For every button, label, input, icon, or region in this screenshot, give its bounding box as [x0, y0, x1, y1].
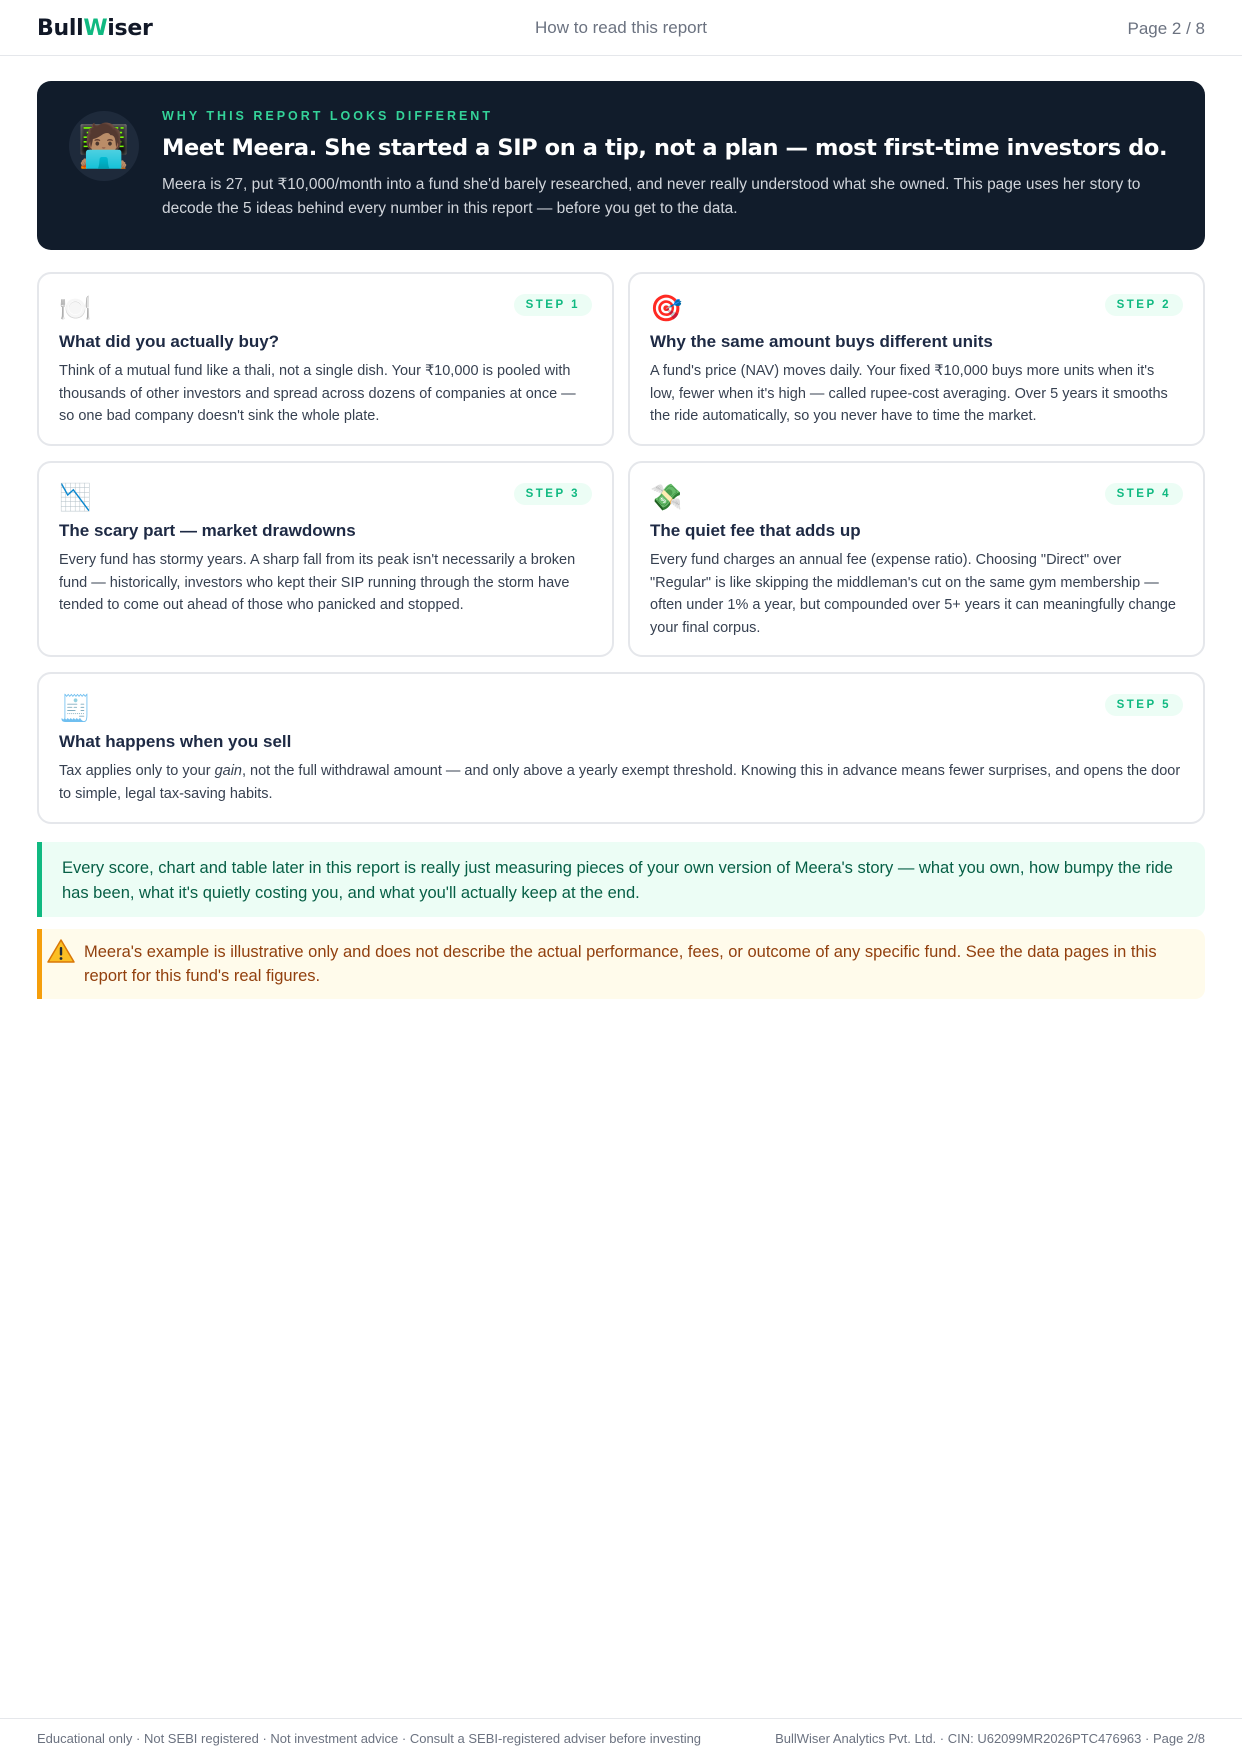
step-title: What did you actually buy?: [59, 332, 280, 351]
hero-body: Meera is 27, put ₹10,000/month into a fund she'd barely researched, and never really understood what she owned. This page uses her story to decode the 5 ideas behind every number in this report — before you get to the data.: [162, 176, 1141, 217]
step-badge: STEP 3: [514, 483, 592, 505]
hero-title: Meet Meera. She started a SIP on a tip, not a plan — most first-time investors do.: [162, 135, 1168, 161]
page-number: Page 2 / 8: [1127, 19, 1205, 38]
summary-callout: [37, 842, 1205, 917]
target-icon: 🎯: [650, 293, 683, 323]
money-with-wings-icon: 💸: [650, 482, 683, 512]
disclaimer-text: Meera's example is illustrative only and does not describe the actual performance, fees, or outcome of any specific fund. See the data pages in this report for this fund's real figures.: [84, 943, 1157, 985]
disclaimer-callout: [37, 929, 1205, 999]
step-title: The quiet fee that adds up: [650, 521, 861, 540]
step-body: Think of a mutual fund like a thali, not a single dish. Your ₹10,000 is pooled with thousands of other investors and spread across dozens of companies at once — so one bad company doesn't sink the whole plate.: [59, 363, 576, 424]
step-card-3: [37, 461, 614, 657]
step-card-2: [628, 272, 1205, 446]
logo-text-iser: iser: [107, 16, 153, 41]
step-title: What happens when you sell: [59, 732, 292, 751]
warning-icon: [46, 938, 76, 964]
hero-eyebrow: WHY THIS REPORT LOOKS DIFFERENT: [162, 109, 493, 123]
chart-decreasing-icon: 📉: [59, 482, 92, 512]
receipt-icon: 🧾: [59, 693, 92, 723]
step-body-post: , not the full withdrawal amount — and only above a yearly exempt threshold. Knowing this in advance means fewer surprises, and opens the door to simple, legal tax-saving habits.: [59, 763, 1181, 802]
logo-text-w: W: [83, 16, 108, 41]
technologist-avatar-icon: 🧑🏽‍💻: [69, 111, 139, 181]
step-badge: STEP 4: [1105, 483, 1183, 505]
step-body: A fund's price (NAV) moves daily. Your fixed ₹10,000 buys more units when it's low, fewer when it's high — called rupee-cost averaging. Over 5 years it smooths the ride automatically, so you never have to time the market.: [650, 363, 1168, 424]
hero-banner: [37, 81, 1205, 250]
step-body-pre: Tax applies only to your: [59, 763, 215, 779]
step-body-emphasis: gain: [214, 763, 242, 779]
logo-text-bull: Bull: [37, 16, 84, 41]
step-card-1: [37, 272, 614, 446]
step-badge: STEP 5: [1105, 694, 1183, 716]
footer-disclaimer: Educational only · Not SEBI registered · Not investment advice · Consult a SEBI-registered adviser before investing: [37, 1731, 702, 1746]
step-badge: STEP 1: [514, 294, 592, 316]
step-body: Every fund has stormy years. A sharp fall from its peak isn't necessarily a broken fund — historically, investors who kept their SIP running through the storm have tended to come out ahead of those who panicked and stopped.: [59, 552, 576, 613]
page-title: How to read this report: [535, 18, 707, 37]
page-footer: [0, 1718, 1242, 1757]
step-title: Why the same amount buys different units: [650, 332, 993, 351]
step-card-4: [628, 461, 1205, 657]
step-body: [59, 760, 1181, 805]
summary-callout-text: Every score, chart and table later in this report is really just measuring pieces of your own version of Meera's story — what you own, how bumpy the ride has been, what it's quietly costing you, and what you'll actually keep at the end.: [62, 859, 1173, 902]
step-card-5: [37, 672, 1205, 824]
plate-cutlery-icon: 🍽️: [59, 293, 92, 323]
step-badge: STEP 2: [1105, 294, 1183, 316]
step-body: Every fund charges an annual fee (expense ratio). Choosing "Direct" over "Regular" is like skipping the middleman's cut on the same gym membership — often under 1% a year, but compounded over 5+ years it can meaningfully change your final corpus.: [650, 552, 1176, 636]
top-bar: [0, 0, 1242, 56]
footer-company-info: BullWiser Analytics Pvt. Ltd. · CIN: U62099MR2026PTC476963 · Page 2/8: [775, 1731, 1205, 1746]
step-title: The scary part — market drawdowns: [59, 521, 356, 540]
